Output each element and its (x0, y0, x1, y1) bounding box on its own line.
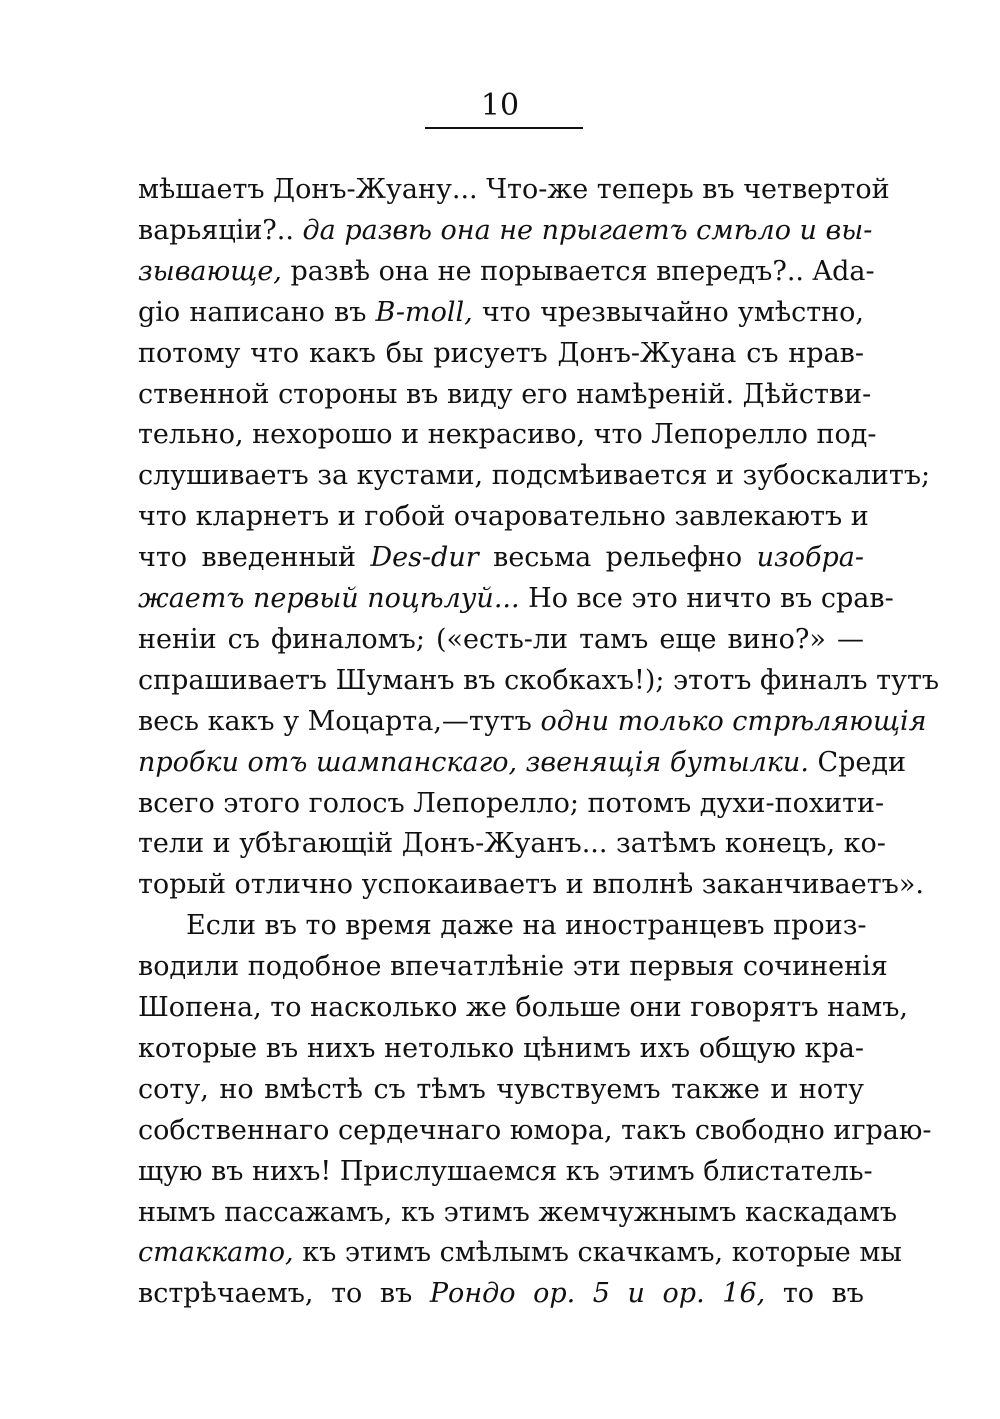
text-segment: слушиваетъ за кустами, подсмѣивается и зубоскалитъ; (138, 460, 931, 491)
text-segment: спрашиваетъ Шуманъ въ скобкахъ!); этотъ финалъ тутъ (138, 665, 940, 696)
text-line (138, 334, 864, 374)
italic-text: изобра- (756, 542, 864, 573)
text-line (138, 252, 875, 292)
text-line (138, 1193, 898, 1233)
text-segment: соту, но вмѣстѣ съ тѣмъ чувствуемъ также и ноту (138, 1074, 864, 1105)
text-segment: всего этого голосъ Лепорелло; потомъ духи-похити- (138, 788, 885, 819)
text-line (138, 538, 864, 578)
italic-text: Рондо ор. 5 и ор. 16, (429, 1278, 766, 1309)
italic-text: да развѣ она не прыгаетъ смѣло и вы- (302, 215, 873, 246)
text-segment: которые въ нихъ нетолько цѣнимъ ихъ общую кра- (138, 1033, 864, 1064)
text-line (138, 497, 869, 537)
text-line (138, 702, 927, 742)
text-segment: то въ (765, 1278, 864, 1309)
italic-text: Des-dur (370, 542, 479, 573)
text-segment: торый отлично успокаиваетъ и вполнѣ заканчиваетъ». (138, 869, 924, 900)
italic-text: жаетъ первый поцѣлуй... (138, 583, 520, 614)
text-line (138, 620, 864, 660)
italic-text: стаккато, (138, 1237, 294, 1268)
text-line (138, 1111, 932, 1151)
text-line (138, 1233, 902, 1273)
page-number: 10 (480, 88, 520, 123)
text-segment: тельно, нехорошо и некрасиво, что Лепорелло под- (138, 419, 877, 450)
text-line (138, 865, 924, 905)
text-segment: собственнаго сердечнаго юмора, такъ свободно играю- (138, 1115, 932, 1146)
text-line (138, 743, 907, 783)
italic-text: B-moll, (375, 297, 473, 328)
text-segment: потому что какъ бы рисуетъ Донъ-Жуана съ нрав- (138, 338, 864, 369)
text-segment: Если въ то время даже на иностранцевъ произ- (186, 910, 867, 941)
text-line (138, 1152, 873, 1192)
text-segment: что введенный (138, 542, 371, 573)
text-segment: Среди (808, 747, 907, 778)
text-segment: что чрезвычайно умѣстно, (472, 297, 864, 328)
text-line (138, 456, 931, 496)
page-number-rule (425, 127, 583, 129)
text-line (138, 824, 886, 864)
text-segment: нымъ пассажамъ, къ этимъ жемчужнымъ каскадамъ (138, 1197, 898, 1228)
text-segment: неніи съ финаломъ; («есть-ли тамъ еще вино?» — (138, 624, 864, 655)
italic-text: зывающе, (138, 256, 282, 287)
text-line (186, 906, 867, 946)
text-segment: тели и убѣгающій Донъ-Жуанъ... затѣмъ конецъ, ко- (138, 828, 886, 859)
text-segment: водили подобное впечатлѣніе эти первыя сочиненія (138, 951, 888, 982)
text-segment: варьяціи?.. (138, 215, 303, 246)
text-line (138, 947, 888, 987)
text-line (138, 661, 940, 701)
text-line (138, 784, 885, 824)
text-segment: Шопена, то насколько же больше они говорятъ намъ, (138, 992, 908, 1023)
text-line (138, 1274, 864, 1314)
text-segment: встрѣчаемъ, то въ (138, 1278, 430, 1309)
text-line (138, 1029, 864, 1069)
text-segment: весь какъ у Моцарта,—тутъ (138, 706, 541, 737)
italic-text: пробки отъ шампанскаго, звенящія бутылки. (138, 747, 809, 778)
text-line (138, 375, 872, 415)
text-line (138, 170, 890, 210)
text-segment: мѣшаетъ Донъ-Жуану... Что-же теперь въ четвертой (138, 174, 890, 205)
text-segment: къ этимъ смѣлымъ скачкамъ, которые мы (293, 1237, 902, 1268)
text-line (138, 415, 877, 455)
text-line (138, 211, 873, 251)
text-line (138, 293, 864, 333)
text-segment: весьма рельефно (478, 542, 757, 573)
text-line (138, 1070, 864, 1110)
text-segment: ственной стороны въ виду его намѣреній. Дѣйстви- (138, 379, 872, 410)
text-line (138, 988, 908, 1028)
text-segment: развѣ она не порывается впередъ?.. Ada- (281, 256, 875, 287)
text-line (138, 579, 894, 619)
text-segment: Но все это ничто въ срав- (519, 583, 894, 614)
text-segment: gio написано въ (138, 297, 376, 328)
italic-text: одни только стрѣляющія (540, 706, 927, 737)
text-segment: щую въ нихъ! Прислушаемся къ этимъ блистатель- (138, 1156, 873, 1187)
text-segment: что кларнетъ и гобой очаровательно завлекаютъ и (138, 501, 869, 532)
